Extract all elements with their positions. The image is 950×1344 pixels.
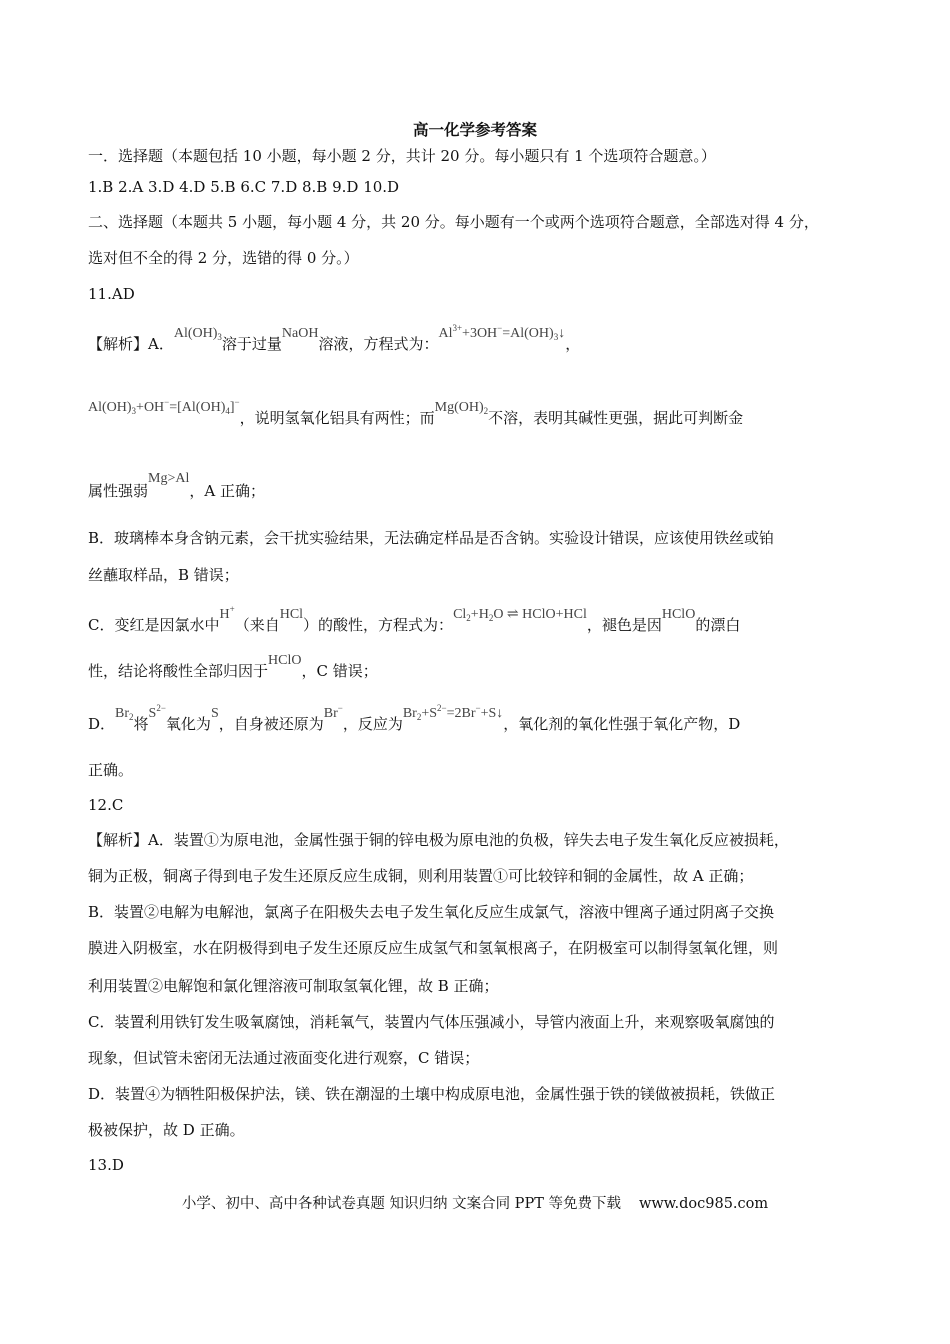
q11-d-text5: ，反应为 [342, 715, 403, 733]
q12-a-line1: 【解析】A．装置①为原电池，金属性强于铜的锌电极为原电池的负极，锌失去电子发生氧化反应被损耗， [88, 831, 789, 849]
section1-answers: 1.B 2.A 3.D 4.D 5.B 6.C 7.D 8.B 9.D 10.D [88, 178, 400, 196]
section2-heading-line1: 二、选择题（本题共 5 小题，每小题 4 分，共 20 分。每小题有一个或两个选项符合题意，全部选对得 4 分， [88, 213, 819, 231]
page-title: 高一化学参考答案 [412, 120, 537, 139]
q11-d-line1 [88, 703, 868, 739]
formula-s2: $S^{2-}$ [148, 703, 166, 721]
footer-url[interactable]: www.doc985.com [638, 1196, 769, 1212]
formula-eq-cl: $Cl_2+H_2O$ ⇌ HClO+HCl [453, 607, 587, 623]
page-footer [0, 1192, 950, 1213]
q12-c-line1: C．装置利用铁钉发生吸氧腐蚀，消耗氧气，装置内气体压强减小，导管内液面上升，来观察吸氧腐蚀的 [88, 1013, 775, 1031]
footer-text: 小学、初中、高中各种试卷真题 知识归纳 文案合同 PPT 等免费下载 [181, 1196, 621, 1212]
q11-a-text2: 溶液，方程式为： [318, 335, 439, 353]
q12-d-line2: 极被保护，故 D 正确。 [88, 1121, 245, 1139]
q11-a-text5: 不溶，表明其碱性更强，据此可判断金 [488, 409, 744, 427]
q12-a-line2: 铜为正极，铜离子得到电子发生还原反应生成铜，则利用装置①可比较锌和铜的金属性，故 A 正确； [88, 867, 754, 885]
q11-d-text4: ，自身被还原为 [218, 715, 324, 733]
q11-a-text6: 属性强弱 [88, 482, 149, 500]
q11-c-text1: C．变红是因氯水中 [88, 616, 220, 634]
formula-hclo: HClO [661, 607, 696, 622]
q11-a-text4: ，说明氢氧化铝具有两性；而 [239, 409, 435, 427]
formula-s: S [210, 706, 219, 721]
formula-hclo-2: HClO [268, 653, 302, 668]
q11-a-text3: ， [565, 335, 581, 353]
formula-naoh: NaOH [281, 326, 319, 341]
q11-c-text3: ）的酸性，方程式为： [303, 616, 454, 634]
formula-eq-al-1: $Al^{3+}+3OH^-=Al(OH)_3↓$ [438, 323, 566, 342]
q11-c-text5: 的漂白 [695, 616, 741, 634]
q12-b-line1: B．装置②电解为电解池，氯离子在阳极失去电子发生氧化反应生成氯气，溶液中锂离子通过阴离子交换 [88, 903, 775, 921]
q12-c-line2: 现象，但试管未密闭无法通过液面变化进行观察，C 错误； [88, 1049, 480, 1067]
q11-b-line2: 丝蘸取样品，B 错误； [88, 566, 239, 584]
q11-a-text1: 溶于过量 [221, 335, 282, 353]
q11-c-line2 [88, 653, 868, 683]
formula-hcl: HCl [279, 607, 304, 622]
section2-heading-line2: 选对但不全的得 2 分，选错的得 0 分。） [88, 249, 359, 267]
q11-a-line1 [88, 323, 868, 359]
formula-br2: $Br_2$ [115, 706, 134, 722]
formula-br-minus: Br− [323, 703, 343, 721]
formula-h-plus: H+ [219, 604, 235, 622]
q11-d-text2: 将 [133, 715, 149, 733]
q11-d-line2: 正确。 [88, 761, 134, 779]
formula-mg-al: Mg>Al [148, 471, 190, 486]
q12-number: 12.C [88, 796, 124, 814]
formula-eq-br: $Br_2+S^{2-}=2Br^-+S↓$ [402, 703, 504, 722]
q11-a-line2 [88, 397, 868, 433]
q11-a-prefix: 【解析】A． [88, 335, 174, 353]
q11-a-text7: ，A 正确； [189, 482, 265, 500]
q11-b-line1: B．玻璃棒本身含钠元素，会干扰实验结果，无法确定样品是否含钠。实验设计错误，应该使用铁丝或铂 [88, 529, 775, 547]
section1-heading: 一．选择题（本题包括 10 小题，每小题 2 分，共计 20 分。每小题只有 1 个选项符合题意。） [88, 147, 716, 165]
formula-mg-oh2: $Mg(OH)_2$ [434, 400, 489, 416]
q12-d-line1: D．装置④为牺牲阳极保护法，镁、铁在潮湿的土壤中构成原电池，金属性强于铁的镁做被损耗，铁做正 [88, 1085, 776, 1103]
formula-eq-al-2: $Al(OH)_3+OH^-=[Al(OH)_4]^-$ [88, 397, 240, 416]
q11-c-text4: ，褪色是因 [586, 616, 662, 634]
q11-c-line1 [88, 604, 868, 640]
q11-c-text6: 性，结论将酸性全部归因于 [88, 662, 269, 680]
q12-b-line3: 利用装置②电解饱和氯化锂溶液可制取氢氧化锂，故 B 正确； [88, 977, 499, 995]
formula-al-oh3: $Al(OH)_3$ [173, 326, 222, 342]
q11-d-text6: ，氧化剂的氧化性强于氧化产物，D [503, 715, 741, 733]
q11-number: 11.AD [88, 285, 135, 303]
q11-c-text7: ，C 错误； [301, 662, 378, 680]
q11-a-line3 [88, 471, 868, 503]
q11-c-text2: （来自 [234, 616, 280, 634]
q12-b-line2: 膜进入阴极室，水在阴极得到电子发生还原反应生成氢气和氢氧根离子，在阴极室可以制得氢氧化锂，则 [88, 939, 779, 957]
q13-number: 13.D [88, 1156, 124, 1174]
q11-d-text3: 氧化为 [165, 715, 211, 733]
q11-d-text1: D． [88, 715, 116, 733]
